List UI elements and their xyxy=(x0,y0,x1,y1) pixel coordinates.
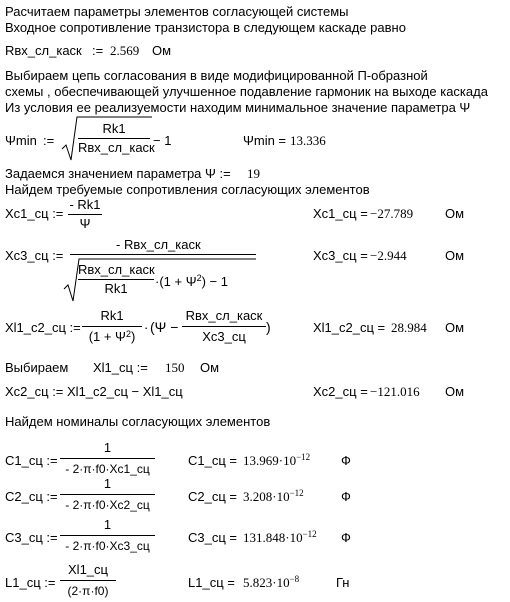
rvx-label: Rвх_сл_каск xyxy=(5,43,82,58)
xl1c2-numerator-2: Rвх_сл_каск xyxy=(185,308,263,323)
c3-exponent: −12 xyxy=(302,529,317,539)
xl1c2-dot: · xyxy=(144,320,149,335)
psimin-fraction xyxy=(78,121,155,155)
c2-mult: ·10 xyxy=(272,489,290,504)
xc3-inner-denominator: Rk1 xyxy=(104,281,128,296)
psimin-label: Ψmin xyxy=(5,133,37,148)
choose-line-1: Выбираем цепь согласования в виде модифицированной П-образной xyxy=(5,68,428,83)
xc2-result-label: Xc2_сц = xyxy=(313,384,368,399)
rvx-value: 2.569 xyxy=(110,43,140,58)
xl1-choose-unit: Ом xyxy=(200,360,220,375)
psimin-minus-one: − 1 xyxy=(153,133,172,148)
xc3-inner-tail-b: ) − 1 xyxy=(201,274,228,289)
c3-label: C3_сц := xyxy=(5,530,58,545)
l1-mult: ·10 xyxy=(272,575,290,590)
psi-set-value: 19 xyxy=(247,166,260,181)
c2-result xyxy=(243,489,304,504)
c2-denominator: - 2·π·f0·Xc2_сц xyxy=(65,498,150,512)
xc3-numerator: - Rвх_сл_каск xyxy=(116,237,201,252)
choose-line-3: Из условия ее реализуемости находим минимальное значение параметра Ψ xyxy=(5,100,471,115)
c3-result-value: 131.848 xyxy=(243,530,286,545)
l1-unit: Гн xyxy=(336,575,350,590)
xl1c2-den1-a: (1 + Ψ xyxy=(88,329,126,344)
c1-unit: Ф xyxy=(341,453,351,468)
c2-result-label: C2_сц = xyxy=(188,489,237,504)
xc1-numerator: - Rk1 xyxy=(69,197,101,212)
xl1c2-denominator-2: Xc3_сц xyxy=(202,329,246,344)
find-header: Найдем требуемые сопротивления согласующих элементов xyxy=(5,182,370,197)
psimin-result-value: 13.336 xyxy=(290,133,326,148)
c1-label: C1_сц := xyxy=(5,453,58,468)
c2-fraction xyxy=(60,477,155,512)
psimin-result-label: Ψmin = xyxy=(243,133,287,148)
xl1c2-paren-open: (Ψ − xyxy=(150,319,179,335)
xc1-denominator: Ψ xyxy=(79,216,91,231)
xc3-label: Xc3_сц := xyxy=(5,248,64,263)
xc3-inner-tail xyxy=(155,274,228,289)
xc3-exponent: 2 xyxy=(196,273,202,283)
xl1-choose-text: Выбираем xyxy=(5,360,69,375)
xc3-inner-numerator: Rвх_сл_каск xyxy=(78,262,155,277)
xc1-result-value: −27.789 xyxy=(370,206,414,221)
xl1c2-paren-close: ) xyxy=(266,319,271,335)
xl1-choose-value: 150 xyxy=(165,360,185,375)
xl1c2-result-value: 28.984 xyxy=(391,320,427,335)
c2-result-value: 3.208 xyxy=(243,489,273,504)
l1-fraction xyxy=(60,563,116,598)
intro-line-1: Расчитаем параметры элементов согласующей системы xyxy=(5,4,349,19)
c1-result xyxy=(243,453,310,468)
xc3-fraction-line xyxy=(70,254,256,255)
choose-line-2: схемы , обеспечивающей улучшенное подавление гармоник на выходе каскада xyxy=(5,84,488,99)
xc3-inner-tail-a: ·(1 + Ψ xyxy=(155,274,197,289)
l1-numerator: Xl1_сц xyxy=(68,562,108,577)
xl1c2-result-label: Xl1_c2_сц = xyxy=(313,320,386,335)
xl1c2-numerator-1: Rk1 xyxy=(100,308,124,323)
xc1-fraction xyxy=(68,198,102,231)
xl1c2-den1-b: ) xyxy=(130,329,136,344)
l1-denominator: (2·π·f0) xyxy=(67,584,109,598)
xc2-unit: Ом xyxy=(445,384,465,399)
xc2-formula: Xc2_сц := Xl1_c2_сц − Xl1_сц xyxy=(5,384,183,399)
c1-result-value: 13.969 xyxy=(243,453,279,468)
xc1-label: Xc1_сц := xyxy=(5,206,64,221)
c1-result-label: C1_сц = xyxy=(188,453,237,468)
l1-result xyxy=(243,575,299,590)
l1-result-value: 5.823 xyxy=(243,575,273,590)
c3-numerator: 1 xyxy=(103,517,112,532)
psimin-assign: := xyxy=(43,133,55,148)
c2-exponent: −12 xyxy=(289,488,304,498)
xc1-unit: Ом xyxy=(445,206,465,221)
c3-result-label: C3_сц = xyxy=(188,530,237,545)
rvx-assign: := xyxy=(92,43,104,58)
xc1-result-label: Xc1_сц = xyxy=(313,206,368,221)
c1-exponent: −12 xyxy=(296,452,311,462)
c3-mult: ·10 xyxy=(285,530,303,545)
xc3-result-value: −2.944 xyxy=(370,248,407,263)
c3-result xyxy=(243,530,317,545)
c1-mult: ·10 xyxy=(278,453,297,468)
l1-exponent: −8 xyxy=(289,574,300,584)
xc3-unit: Ом xyxy=(445,248,465,263)
c3-fraction xyxy=(60,518,155,553)
c3-unit: Ф xyxy=(341,530,351,545)
xc3-inner-fraction xyxy=(78,263,154,296)
c2-numerator: 1 xyxy=(103,476,112,491)
xl1c2-fraction-1 xyxy=(82,309,142,344)
c1-fraction xyxy=(60,441,155,476)
psimin-numerator: Rk1 xyxy=(102,121,126,136)
rvx-unit: Ом xyxy=(152,43,172,58)
l1-result-label: L1_сц = xyxy=(188,575,235,590)
c3-denominator: - 2·π·f0·Xc3_сц xyxy=(65,539,150,553)
xc3-result-label: Xc3_сц = xyxy=(313,248,368,263)
nominals-header: Найдем номиналы согласующих элементов xyxy=(5,414,271,429)
c2-unit: Ф xyxy=(341,489,351,504)
c1-denominator: - 2·π·f0·Xc1_сц xyxy=(65,462,150,476)
c2-label: C2_сц := xyxy=(5,489,58,504)
xl1-choose-label: Xl1_сц := xyxy=(93,360,148,375)
intro-line-2: Входное сопротивление транзистора в следующем каскаде равно xyxy=(5,20,406,35)
xl1c2-unit: Ом xyxy=(445,320,465,335)
xl1c2-exponent: 2 xyxy=(125,329,131,339)
xl1c2-fraction-2 xyxy=(182,309,266,344)
xl1c2-denominator-1 xyxy=(82,330,142,344)
psimin-denominator: Rвх_сл_каск xyxy=(78,140,155,155)
xc2-result-value: −121.016 xyxy=(370,384,420,399)
l1-label: L1_сц := xyxy=(5,575,56,590)
psi-set-text: Задаемся значением параметра Ψ := xyxy=(5,166,231,181)
xl1c2-label: Xl1_c2_сц := xyxy=(5,320,81,335)
c1-numerator: 1 xyxy=(103,440,112,455)
